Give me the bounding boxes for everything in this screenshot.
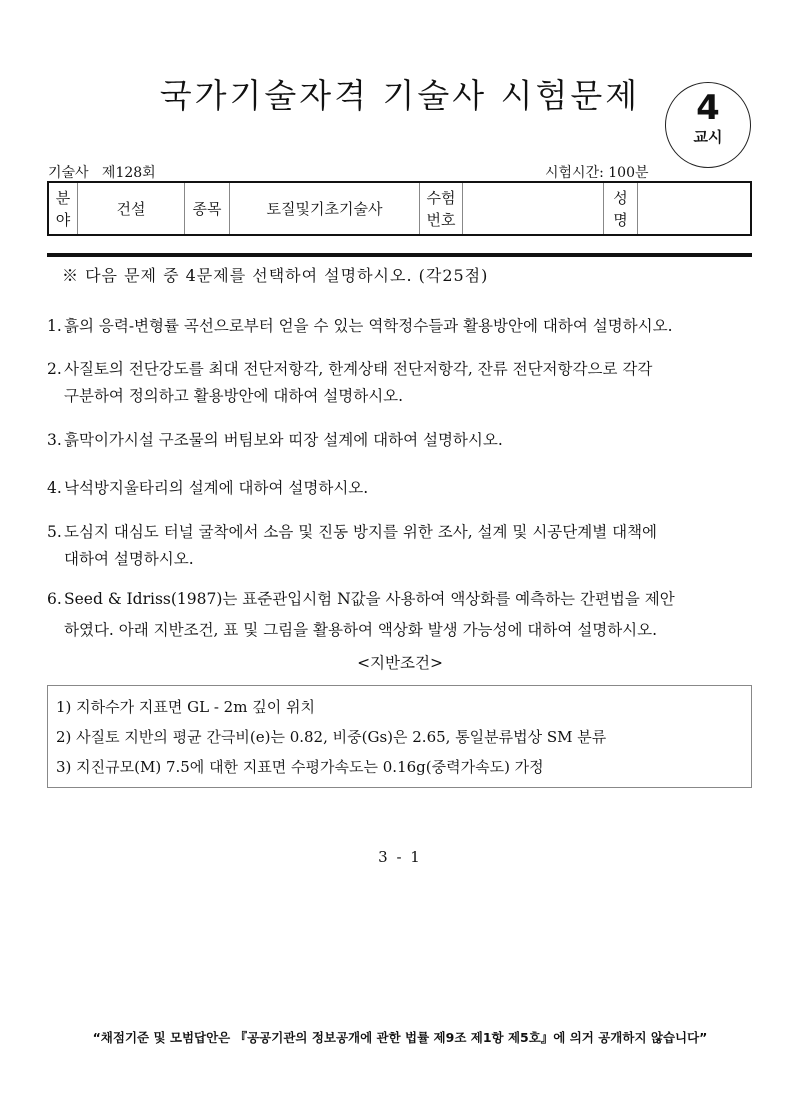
page-title: 국가기술자격 기술사 시험문제 xyxy=(159,76,641,115)
exam-number-field[interactable] xyxy=(463,182,604,235)
instruction-text: ※ 다음 문제 중 4문제를 선택하여 설명하시오. (각25점) xyxy=(62,266,489,285)
period-unit: 교시 xyxy=(693,128,723,146)
question-number: 5. xyxy=(47,523,62,541)
question-5 xyxy=(47,519,757,573)
question-number: 6. xyxy=(47,590,62,608)
question-text: 사질토의 전단강도를 최대 전단저항각, 한계상태 전단저항각, 잔류 전단저항각으로 각각 xyxy=(64,360,653,378)
condition-item: 3) 지진규모(M) 7.5에 대한 지표면 수평가속도는 0.16g(중력가속도) 가정 xyxy=(56,758,544,776)
exam-info-table xyxy=(47,181,752,236)
question-number: 4. xyxy=(47,479,62,497)
condition-item: 1) 지하수가 지표면 GL - 2m 깊이 위치 xyxy=(56,698,315,716)
exam-number-label-line1: 수험 xyxy=(426,188,456,207)
item-value: 토질및기초기술사 xyxy=(230,182,420,235)
name-label-line2: 명 xyxy=(613,210,628,229)
question-text-cont: 대하여 설명하시오. xyxy=(64,550,194,568)
name-label-line1: 성 xyxy=(613,188,628,207)
page-number: 3 - 1 xyxy=(378,848,422,866)
question-number: 1. xyxy=(47,317,62,335)
period-number: 4 xyxy=(696,88,720,128)
footer-notice: “채점기준 및 모범답안은 『공공기관의 정보공개에 관한 법률 제9조 제1항 제5호』에 의거 공개하지 않습니다” xyxy=(92,1030,708,1045)
item-label: 종목 xyxy=(185,182,230,235)
conditions-box xyxy=(47,685,752,788)
question-6 xyxy=(47,584,757,646)
question-text: 낙석방지울타리의 설계에 대하여 설명하시오. xyxy=(64,479,369,497)
exam-number-label-line2: 번호 xyxy=(426,210,456,229)
question-text: 흙의 응력-변형률 곡선으로부터 얻을 수 있는 역학정수들과 활용방안에 대하여 설명하시오. xyxy=(64,317,673,335)
field-label: 분 야 xyxy=(48,182,78,235)
question-1 xyxy=(47,313,757,340)
question-text: 도심지 대심도 터널 굴착에서 소음 및 진동 방지를 위한 조사, 설계 및 시공단계별 대책에 xyxy=(64,523,658,541)
question-number: 3. xyxy=(47,431,62,449)
period-badge xyxy=(665,82,751,168)
question-text-cont: 구분하여 정의하고 활용방안에 대하여 설명하시오. xyxy=(64,387,404,405)
name-field[interactable] xyxy=(638,182,752,235)
divider-rule xyxy=(47,253,752,257)
field-value: 건설 xyxy=(78,182,185,235)
exam-number-label xyxy=(420,182,463,235)
question-number: 2. xyxy=(47,360,62,378)
question-2 xyxy=(47,356,757,410)
exam-time: 시험시간: 100분 xyxy=(545,165,649,181)
condition-item: 2) 사질토 지반의 평균 간극비(e)는 0.82, 비중(Gs)은 2.65, 통일분류법상 SM 분류 xyxy=(56,728,607,746)
exam-round: 기술사 제128회 xyxy=(48,165,156,181)
question-text: Seed & Idriss(1987)는 표준관입시험 N값을 사용하여 액상화를 예측하는 간편법을 제안 xyxy=(64,590,675,608)
question-text: 흙막이가시설 구조물의 버팀보와 띠장 설계에 대하여 설명하시오. xyxy=(64,431,503,449)
question-4 xyxy=(47,475,757,502)
question-3 xyxy=(47,427,757,454)
name-label xyxy=(604,182,638,235)
conditions-title: <지반조건> xyxy=(357,654,443,672)
question-text-cont: 하였다. 아래 지반조건, 표 및 그림을 활용하여 액상화 발생 가능성에 대하여 설명하시오. xyxy=(64,621,658,639)
